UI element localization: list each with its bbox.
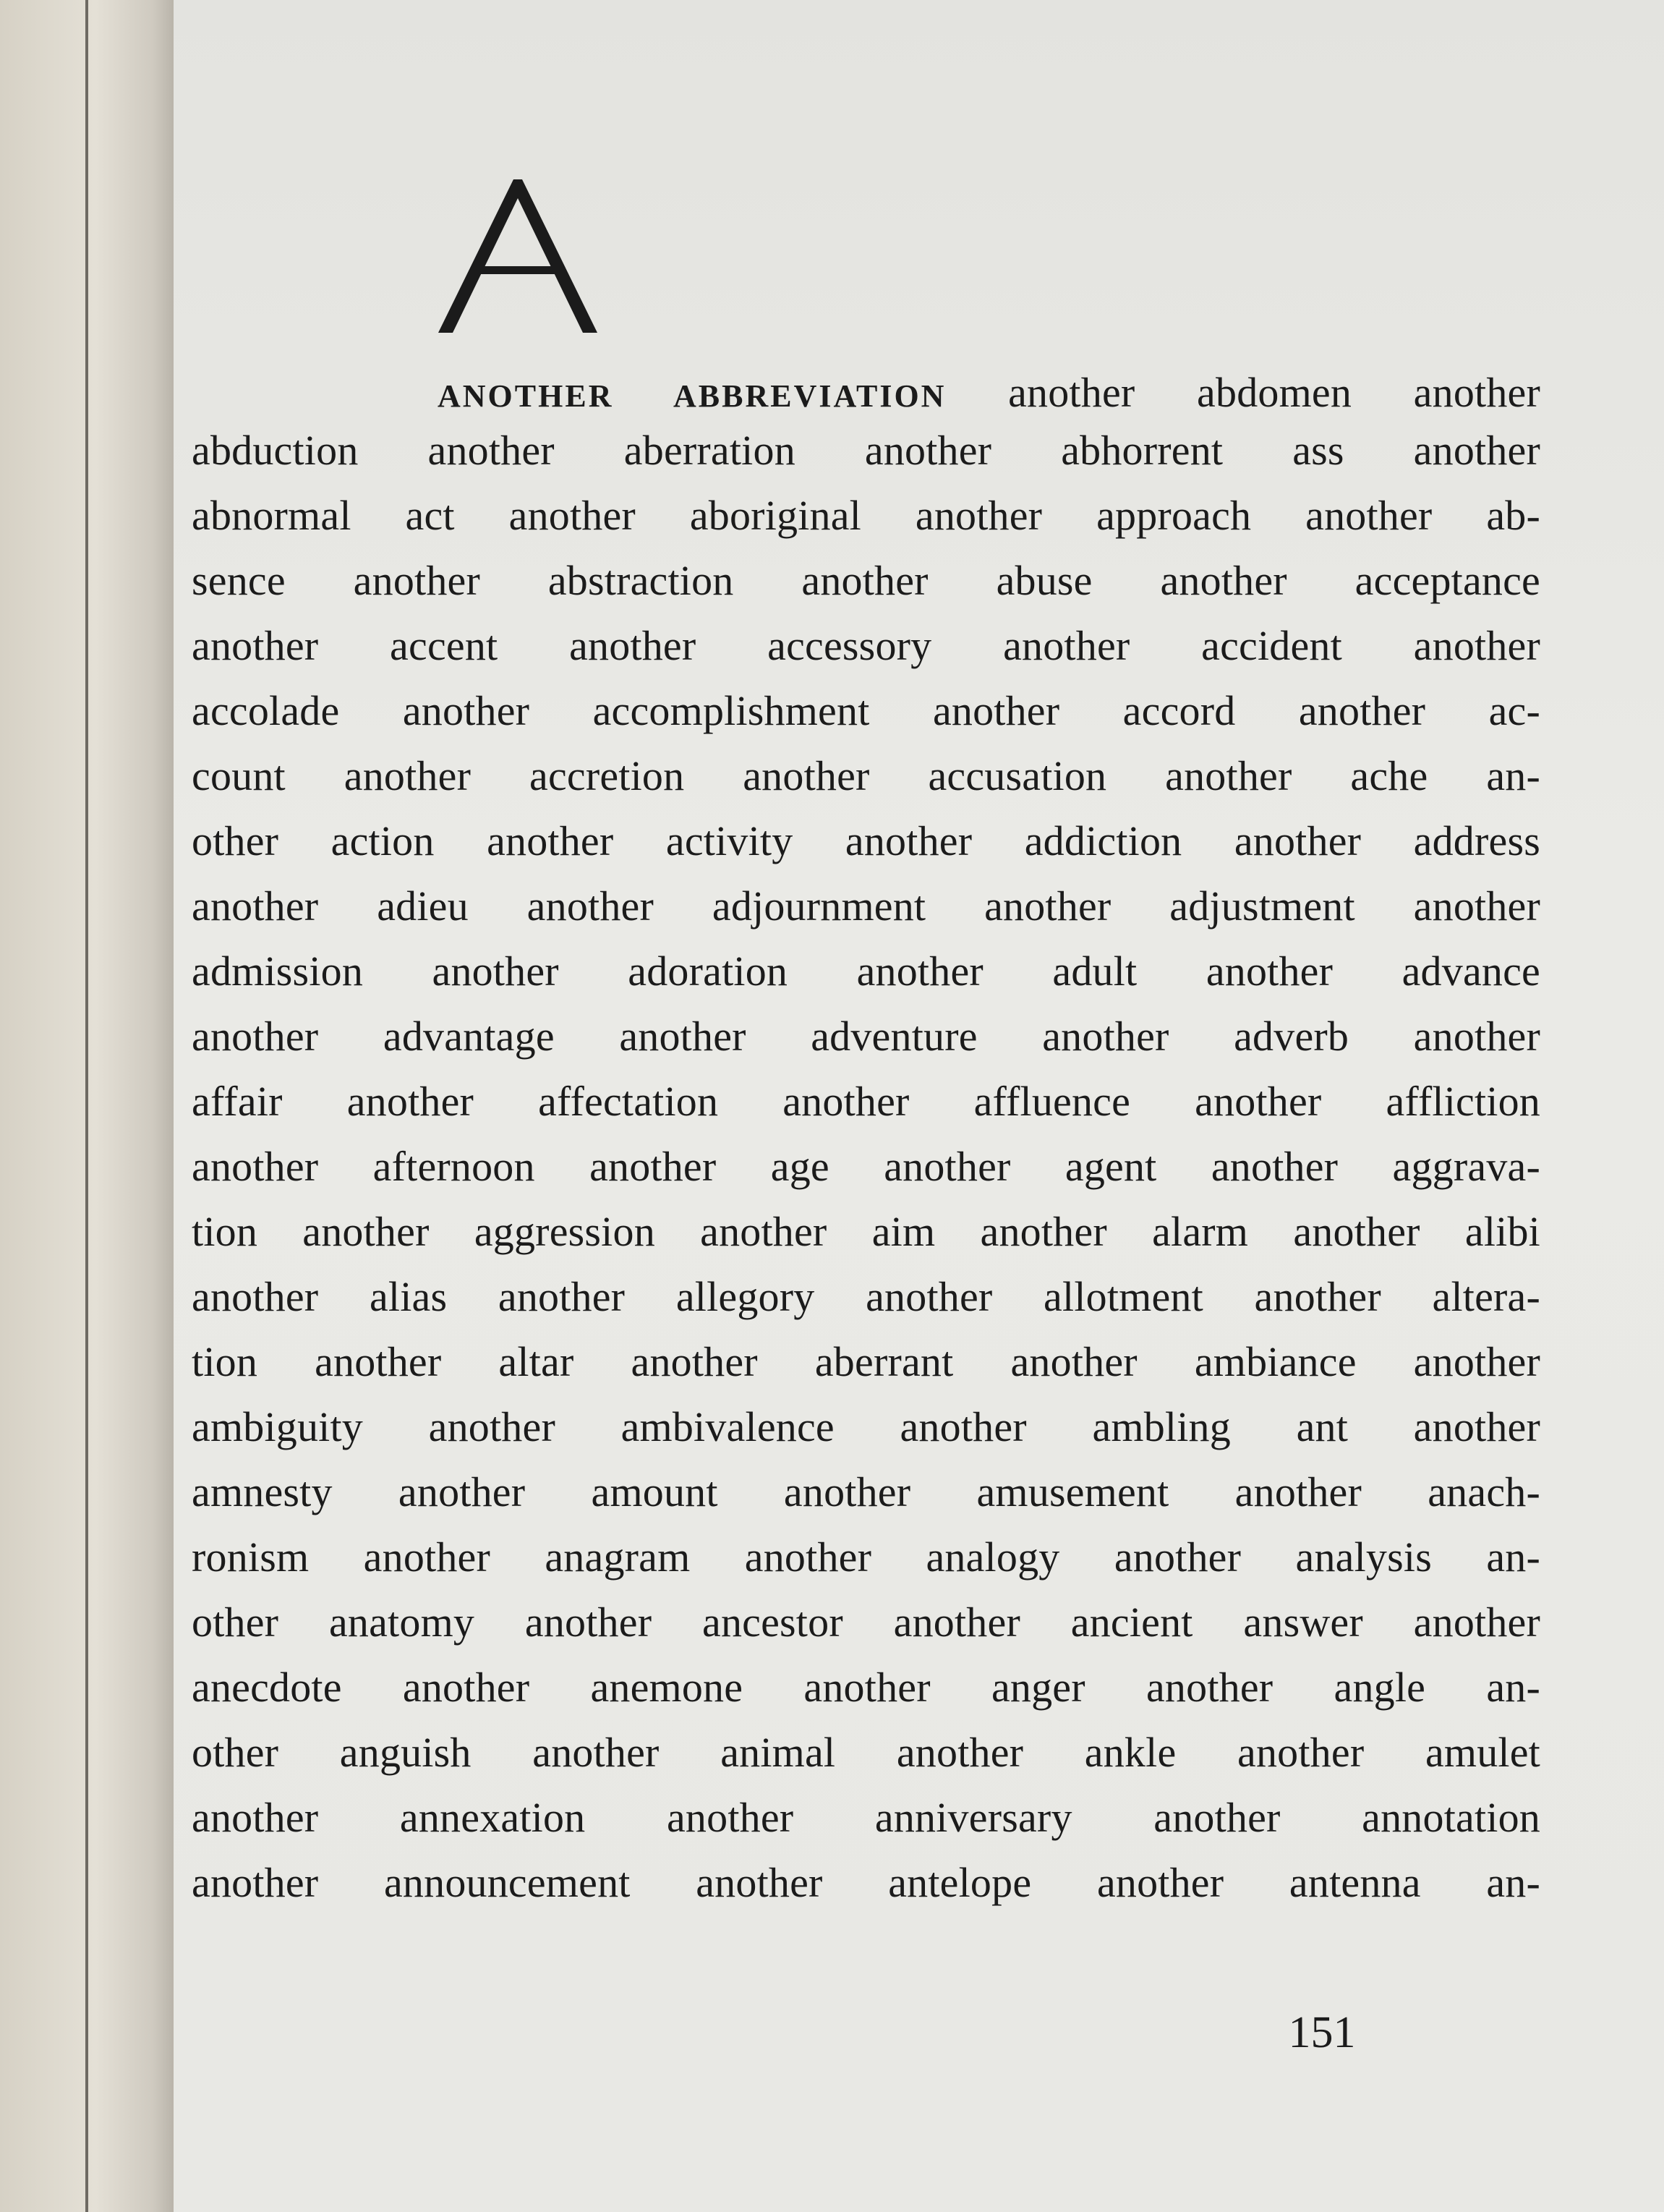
text-line: abnormal act another aboriginal another approach another ab- [192,492,1540,539]
drop-cap [438,179,597,335]
page-number: 151 [1288,2008,1356,2057]
text-line: sence another abstraction another abuse another acceptance [192,557,1540,604]
lead-in-small-caps: ANOTHER ABBREVIATION [438,378,947,414]
text-line: amnesty another amount another amusement another anach- [192,1468,1540,1515]
text-line: another afternoon another age another agent another aggrava- [192,1143,1540,1190]
text-line: affair another affectation another affluence another affliction [192,1078,1540,1125]
text-line: other anatomy another ancestor another ancient answer another [192,1599,1540,1646]
text-line: tion another altar another aberrant another ambiance another [192,1338,1540,1385]
text-line: another adieu another adjournment another adjustment another [192,882,1540,930]
text-line: ronism another anagram another analogy another analysis an- [192,1533,1540,1581]
text-line: another alias another allegory another allotment another altera- [192,1273,1540,1320]
text-line: other action another activity another addiction another address [192,817,1540,864]
book-gutter [85,0,88,2212]
text-line: accolade another accomplishment another accord another ac- [192,687,1540,734]
text-line: anecdote another anemone another anger another angle an- [192,1664,1540,1711]
text-line: other anguish another animal another ankle another amulet [192,1729,1540,1776]
text-line: ambiguity another ambivalence another ambling ant another [192,1403,1540,1450]
text-line: another annexation another anniversary another annotation [192,1794,1540,1841]
text-line: admission another adoration another adult another advance [192,948,1540,995]
text-line: another announcement another antelope another antenna an- [192,1859,1540,1906]
text-line: another advantage another adventure another adverb another [192,1013,1540,1060]
text-line: abduction another aberration another abhorrent ass another [192,427,1540,474]
text-line: count another accretion another accusation another ache an- [192,752,1540,799]
text-line: tion another aggression another aim another alarm another alibi [192,1208,1540,1255]
text-line: ANOTHER ABBREVIATION another abdomen another [438,369,1540,416]
text-line: another accent another accessory another accident another [192,622,1540,669]
